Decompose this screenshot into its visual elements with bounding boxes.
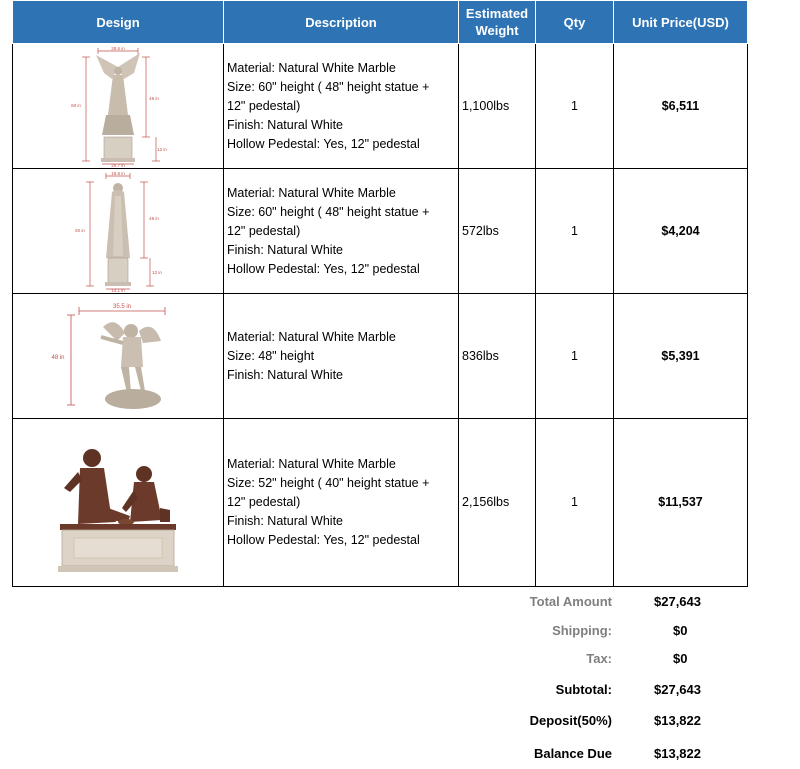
- balance-due-row: [440, 746, 740, 766]
- dim-total-label: 60 in: [75, 228, 85, 233]
- shipping-label: Shipping:: [552, 623, 612, 638]
- deposit-row: [440, 713, 740, 733]
- description-cell: Material: Natural White Marble Size: 52" height ( 40" height statue + 12" pedestal) Finish: Natural White Hollow Pedestal: Yes, 12" pedestal: [224, 419, 459, 587]
- qty-cell: 1: [536, 294, 614, 419]
- subtotal-label: Subtotal:: [555, 682, 612, 697]
- header-weight-line2: Weight: [475, 23, 519, 38]
- table-row: [13, 419, 748, 587]
- design-cell: [13, 419, 224, 587]
- madonna-statue-image: [58, 170, 178, 292]
- description-cell: Material: Natural White Marble Size: 60" height ( 48" height statue + 12" pedestal) Finish: Natural White Hollow Pedestal: Yes, 12" pedestal: [224, 169, 459, 294]
- dim-pedestal-label: 12 in: [157, 147, 167, 152]
- dim-total-label: 60 in: [71, 103, 81, 108]
- header-weight-line1: Estimated: [465, 6, 529, 21]
- table-row: [13, 169, 748, 294]
- qty-cell: 1: [536, 44, 614, 169]
- header-unit-price: Unit Price(USD): [614, 1, 748, 44]
- subtotal-row: [440, 682, 740, 702]
- dim-width-label: 35.5 in: [112, 304, 132, 310]
- price-cell: $11,537: [614, 419, 748, 587]
- deposit-label: Deposit(50%): [529, 713, 612, 728]
- header-description: Description: [224, 1, 459, 44]
- tax-label: Tax:: [586, 651, 612, 666]
- table-row: [13, 294, 748, 419]
- subtotal-value: $27,643: [654, 682, 701, 697]
- washing-of-feet-statue-image: [56, 428, 180, 578]
- shipping-row: [440, 623, 740, 643]
- design-cell: [13, 44, 224, 169]
- cherub-statue-image: [43, 297, 193, 415]
- description-cell: Material: Natural White Marble Size: 60" height ( 48" height statue + 12" pedestal) Finish: Natural White Hollow Pedestal: Yes, 12" pedestal: [224, 44, 459, 169]
- weight-cell: 2,156lbs: [459, 419, 536, 587]
- qty-cell: 1: [536, 419, 614, 587]
- description-cell: Material: Natural White Marble Size: 48" height Finish: Natural White: [224, 294, 459, 419]
- price-cell: $5,391: [614, 294, 748, 419]
- dim-base-label: 14.1 in: [111, 288, 125, 292]
- balance-due-label: Balance Due: [533, 746, 612, 761]
- deposit-value: $13,822: [654, 713, 701, 728]
- quotation-table: [12, 0, 748, 587]
- header-qty: Qty: [536, 1, 614, 44]
- total-amount-value: $27,643: [654, 594, 701, 609]
- dim-total-label: 48 in: [51, 355, 65, 361]
- table-row: [13, 44, 748, 169]
- dim-width-label: 28.6 in: [111, 46, 125, 51]
- tax-value: $0: [673, 651, 688, 666]
- header-design: Design: [13, 1, 224, 44]
- weight-cell: 836lbs: [459, 294, 536, 419]
- design-cell: [13, 294, 224, 419]
- tax-row: [440, 651, 740, 671]
- balance-due-value: $13,822: [654, 746, 701, 761]
- angel-statue-image: [58, 45, 178, 167]
- header-estimated-weight: [459, 1, 536, 44]
- dim-width-label: 18.8 in: [111, 171, 125, 176]
- price-cell: $6,511: [614, 44, 748, 169]
- design-cell: [13, 169, 224, 294]
- total-amount-row: [440, 594, 740, 614]
- dim-statue-label: 48 in: [149, 96, 159, 101]
- weight-cell: 1,100lbs: [459, 44, 536, 169]
- weight-cell: 572lbs: [459, 169, 536, 294]
- shipping-value: $0: [673, 623, 688, 638]
- header-row: [13, 1, 748, 44]
- dim-base-label: 20.7 in: [111, 163, 125, 167]
- price-cell: $4,204: [614, 169, 748, 294]
- qty-cell: 1: [536, 169, 614, 294]
- total-amount-label: Total Amount: [529, 594, 612, 609]
- dim-pedestal-label: 12 in: [152, 270, 162, 275]
- dim-statue-label: 48 in: [149, 216, 159, 221]
